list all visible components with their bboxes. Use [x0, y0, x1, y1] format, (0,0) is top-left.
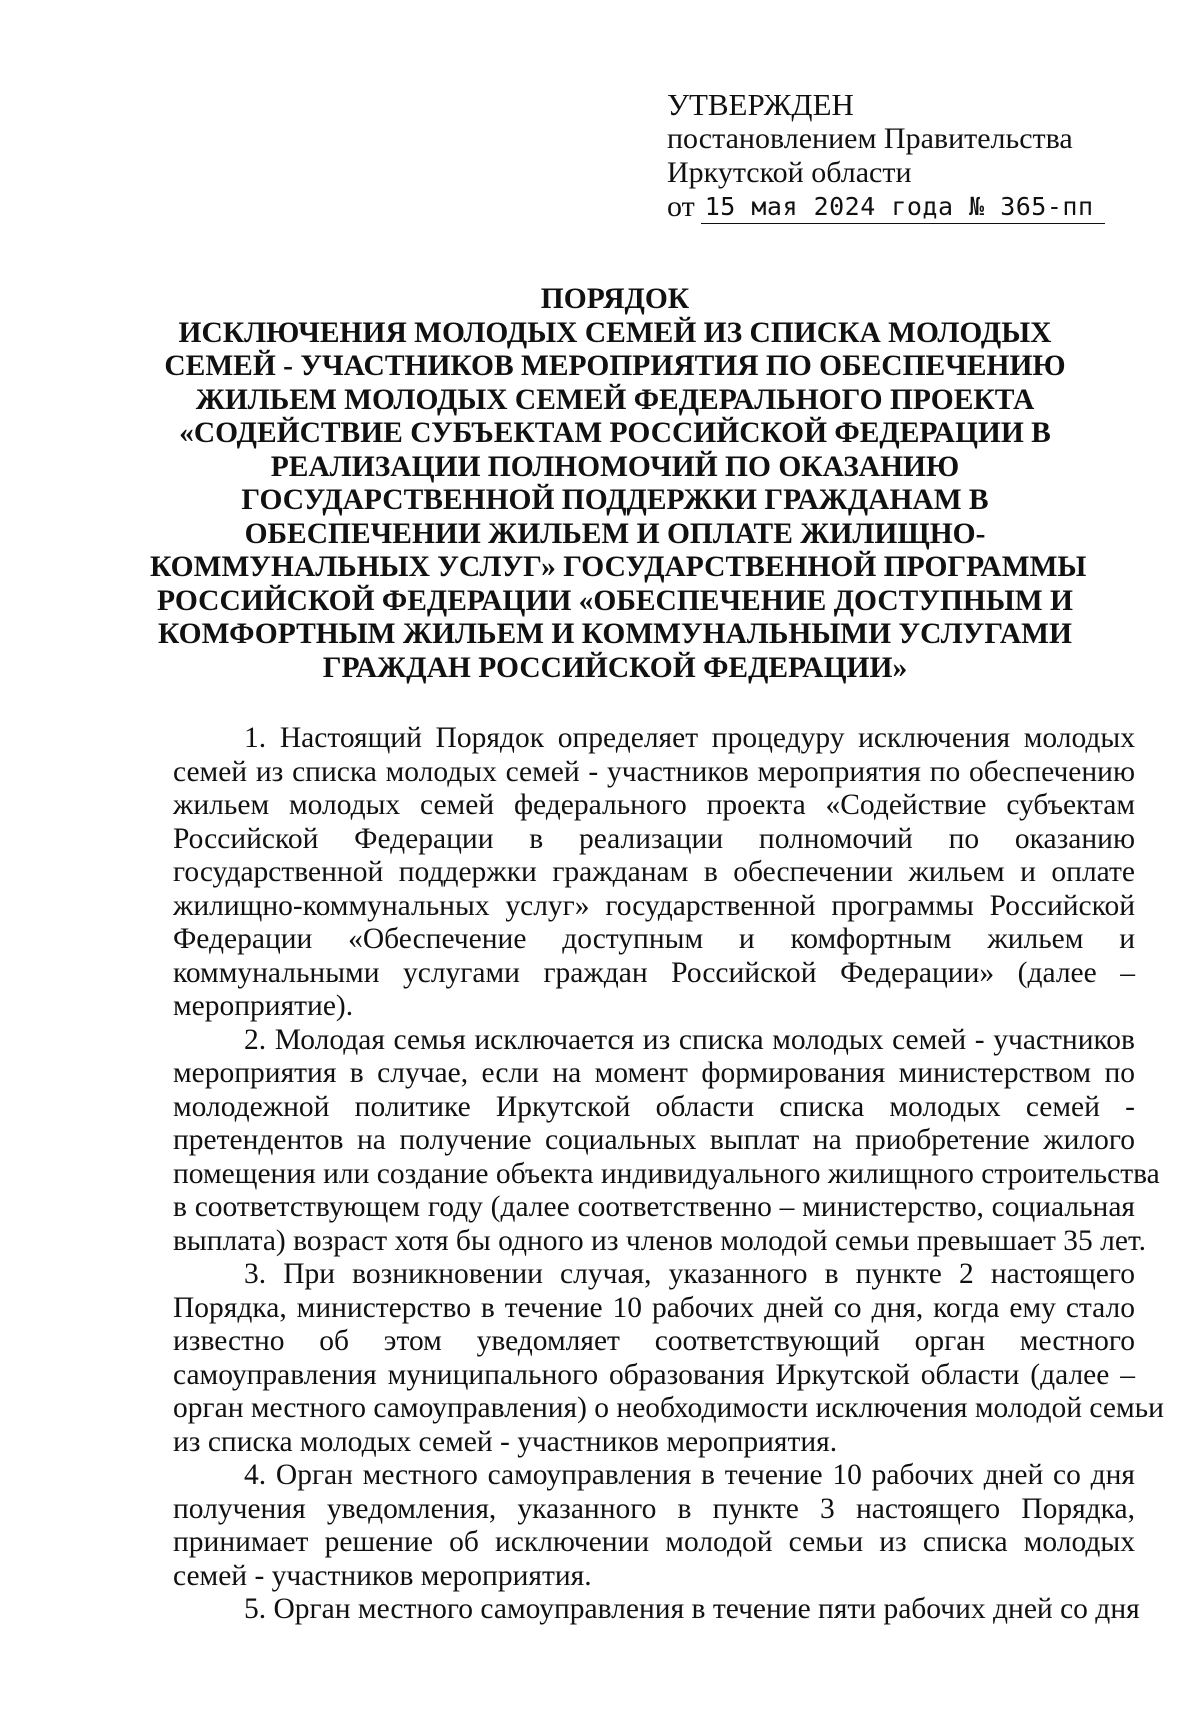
title-line: КОММУНАЛЬНЫХ УСЛУГ» ГОСУДАРСТВЕННОЙ ПРОГРАММЫ [150, 551, 1087, 583]
paragraph-1 [173, 722, 1135, 1024]
paragraph-line: принимает решение об исключении молодой семьи из списка молодых [173, 1526, 1135, 1558]
paragraph-2 [173, 1023, 1160, 1259]
paragraph-4 [173, 1459, 1135, 1593]
paragraph-3 [173, 1258, 1164, 1459]
title-line: ЖИЛЬЕМ МОЛОДЫХ СЕМЕЙ ФЕДЕРАЛЬНОГО ПРОЕКТА [195, 383, 1035, 416]
paragraph-line: из списка молодых семей - участников мероприятия. [173, 1425, 838, 1458]
paragraph-line: самоуправления муниципального образования Иркутской области (далее – [173, 1358, 1135, 1391]
title-line: «СОДЕЙСТВИЕ СУБЪЕКТАМ РОССИЙСКОЙ ФЕДЕРАЦИИ В [179, 417, 1051, 449]
paragraph-line: молодежной политике Иркутской области списка молодых семей - [173, 1090, 1135, 1123]
paragraph-line: мероприятие). [173, 990, 354, 1022]
paragraph-5 [173, 1593, 1140, 1627]
title-line: СЕМЕЙ - УЧАСТНИКОВ МЕРОПРИЯТИЯ ПО ОБЕСПЕЧЕНИЮ [164, 350, 1066, 382]
title-line: РОССИЙСКОЙ ФЕДЕРАЦИИ «ОБЕСПЕЧЕНИЕ ДОСТУПНЫМ И [157, 584, 1073, 617]
approval-stamp [667, 88, 1107, 224]
paragraph-line: коммунальными услугами граждан Российской Федерации» (далее – [173, 956, 1135, 989]
paragraph-line: в соответствующем году (далее соответственно – министерство, социальная [173, 1191, 1135, 1223]
document-body [173, 722, 1164, 1627]
approved-region: Иркутской области [667, 156, 912, 189]
approval-date-line [667, 190, 1107, 224]
title-line: ГОСУДАРСТВЕННОЙ ПОДДЕРЖКИ ГРАЖДАНАМ В [241, 484, 989, 516]
title-line: РЕАЛИЗАЦИИ ПОЛНОМОЧИЙ ПО ОКАЗАНИЮ [270, 450, 960, 483]
paragraph-line: государственной поддержки гражданам в обеспечении жильем и оплате [173, 856, 1135, 888]
paragraph-line: 1. Настоящий Порядок определяет процедуру исключения молодых [244, 722, 1135, 754]
date-value: 15 мая 2024 года № 365-пп [701, 191, 1105, 224]
paragraph-line: Федерации «Обеспечение доступным и комфортным жильем и [173, 923, 1135, 955]
date-prefix: от [667, 190, 695, 223]
title-line: ИСКЛЮЧЕНИЯ МОЛОДЫХ СЕМЕЙ ИЗ СПИСКА МОЛОДЫХ [178, 316, 1052, 349]
approved-heading: УТВЕРЖДЕН [667, 87, 854, 122]
paragraph-line: жилищно-коммунальных услуг» государственной программы Российской [173, 889, 1135, 922]
title-line: ОБЕСПЕЧЕНИИ ЖИЛЬЕМ И ОПЛАТЕ ЖИЛИЩНО- [244, 517, 986, 550]
paragraph-line: 5. Орган местного самоуправления в течение пяти рабочих дней со дня [244, 1593, 1140, 1625]
title-line: ГРАЖДАН РОССИЙСКОЙ ФЕДЕРАЦИИ» [322, 651, 908, 684]
paragraph-line: претендентов на получение социальных выплат на приобретение жилого [173, 1124, 1135, 1156]
paragraph-line: Порядка, министерство в течение 10 рабочих дней со дня, когда ему стало [173, 1291, 1135, 1324]
paragraph-line: семей - участников мероприятия. [173, 1559, 592, 1592]
paragraph-line: выплата) возраст хотя бы одного из членов молодой семьи превышает 35 лет. [173, 1224, 1147, 1257]
paragraph-line: семей из списка молодых семей - участников мероприятия по обеспечению [173, 755, 1135, 788]
paragraph-line: получения уведомления, указанного в пункте 3 настоящего Порядка, [173, 1492, 1135, 1525]
paragraph-line: орган местного самоуправления) о необходимости исключения молодой семьи [173, 1392, 1164, 1424]
paragraph-line: известно об этом уведомляет соответствующий орган местного [173, 1325, 1135, 1357]
title-line: ПОРЯДОК [540, 283, 690, 315]
paragraph-line: жильем молодых семей федерального проекта «Содействие субъектам [173, 789, 1135, 821]
paragraph-line: 2. Молодая семья исключается из списка молодых семей - участников [244, 1023, 1135, 1056]
approved-by: постановлением Правительства [667, 122, 1073, 155]
title-line: КОМФОРТНЫМ ЖИЛЬЕМ И КОММУНАЛЬНЫМИ УСЛУГАМИ [158, 618, 1072, 650]
document-title [150, 283, 1087, 685]
paragraph-line: 3. При возникновении случая, указанного в пункте 2 настоящего [244, 1258, 1135, 1290]
paragraph-line: Российской Федерации в реализации полномочий по оказанию [173, 822, 1135, 855]
paragraph-line: мероприятия в случае, если на момент формирования министерством по [173, 1057, 1135, 1089]
paragraph-line: помещения или создание объекта индивидуального жилищного строительства [173, 1157, 1160, 1190]
paragraph-line: 4. Орган местного самоуправления в течение 10 рабочих дней со дня [244, 1459, 1135, 1491]
